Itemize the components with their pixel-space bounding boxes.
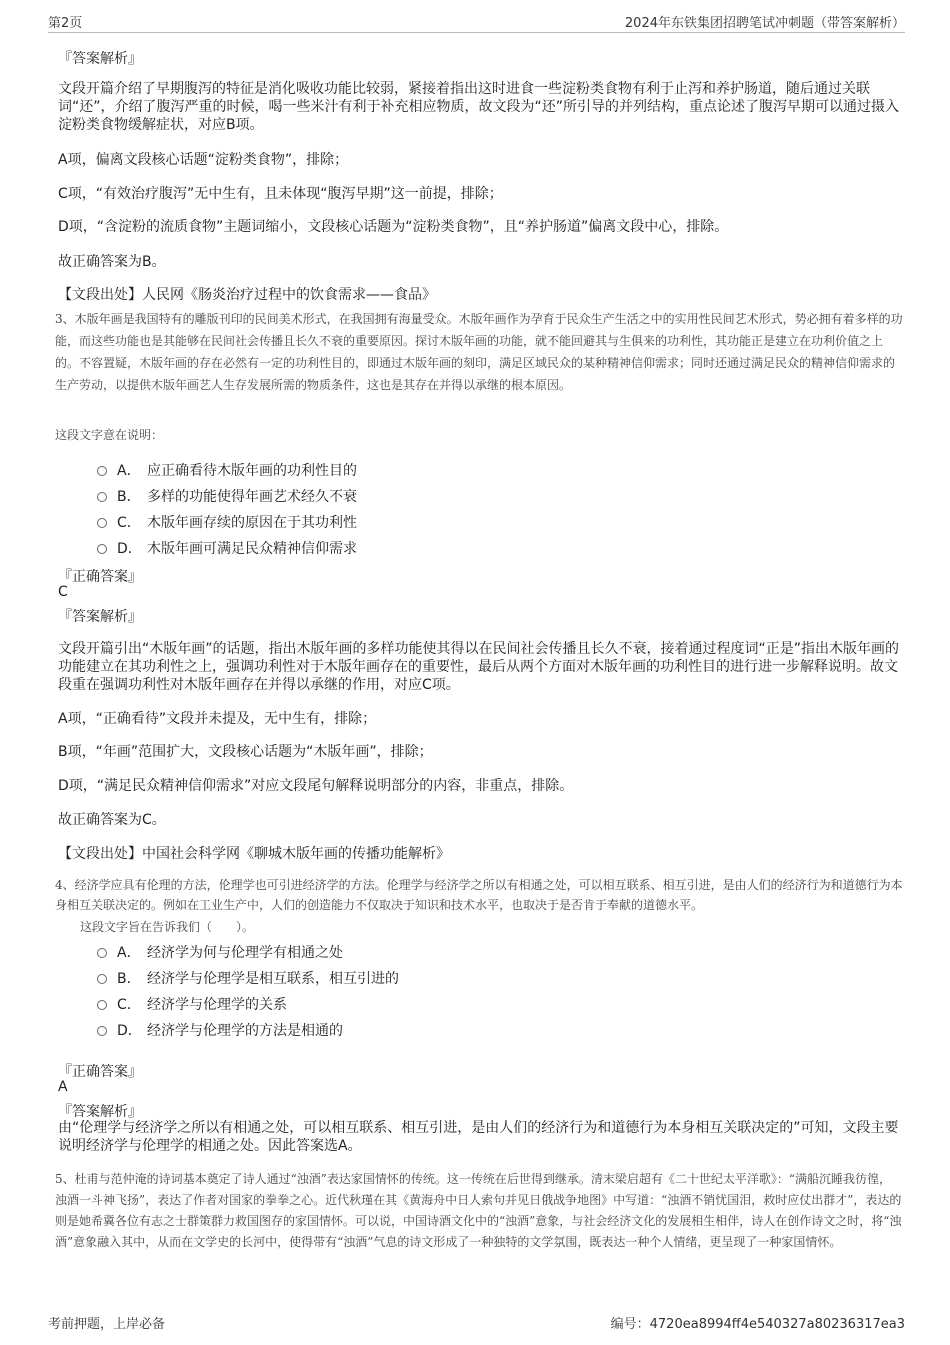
q4-answer-label: 『正确答案』 — [58, 1064, 142, 1080]
q3-option-b-note: B项，“年画”范围扩大，文段核心话题为“木版年画”，排除； — [58, 744, 433, 760]
q4-analysis: 由“伦理学与经济学之所以有相通之处，可以相互联系、相互引进，是由人们的经济行为和道德行为本身相互关联决定的”可知，文段主要说明经济学与伦理学的相通之处。因此答案选A。 — [58, 1120, 899, 1154]
radio-icon[interactable] — [97, 948, 107, 958]
q4-answer: A — [58, 1079, 68, 1095]
q3-option-a-note: A项，“正确看待”文段并未提及，无中生有，排除； — [58, 711, 377, 727]
radio-icon[interactable] — [97, 466, 107, 476]
radio-icon[interactable] — [97, 974, 107, 984]
q3-option-b[interactable]: B． 多样的功能使得年画艺术经久不衰 — [97, 486, 357, 506]
q4-option-a[interactable]: A． 经济学为何与伦理学有相通之处 — [97, 942, 343, 962]
document-title: 2024年东铁集团招聘笔试冲刺题（带答案解析） — [624, 16, 905, 31]
q3-source: 【文段出处】中国社会科学网《聊城木版年画的传播功能解析》 — [58, 846, 450, 862]
q4-option-b[interactable]: B． 经济学与伦理学是相互联系，相互引进的 — [97, 968, 399, 988]
q3-analysis-label: 『答案解析』 — [58, 609, 142, 625]
radio-icon[interactable] — [97, 544, 107, 554]
page-header — [48, 10, 905, 33]
q5-text: 5、杜甫与范仲淹的诗词基本奠定了诗人通过“浊酒”表达家国情怀的传统。这一传统在后世得到继承。清末梁启超有《二十世纪太平洋歌》：“满船沉睡我彷徨，浊酒一斗神飞扬”，表达了作者对国家的拳拳之心。近代秋瑾在其《黄海舟中日人索句并见日俄战争地图》中写道：“浊酒不销忧国泪，救时应仗出群才”，表达的则是她希冀各位有志之士群策群力救国图存的家国情怀。可以说，中国诗酒文化中的“浊酒”意象，与社会经济文化的发展相生相伴，诗人在创作诗文之时，将“浊酒”意象融入其中，从而在文学史的长河中，使得带有“浊酒”气息的诗文形成了一种独特的文学氛围，既表达一种个人情绪，更呈现了一种家国情怀。 — [55, 1172, 902, 1249]
page-number: 第2页 — [48, 16, 83, 31]
radio-icon[interactable] — [97, 1026, 107, 1036]
q4-text: 4、经济学应具有伦理的方法，伦理学也可引进经济学的方法。伦理学与经济学之所以有相通之处，可以相互联系、相互引进，是由人们的经济行为和道德行为本身相互关联决定的。例如在工业生产中，人们的创造能力不仅取决于知识和技术水平，也取决于是否肯于奉献的道德水平。 — [55, 878, 903, 912]
q3-conclusion: 故正确答案为C。 — [58, 812, 166, 828]
q3-analysis: 文段开篇引出“木版年画”的话题，指出木版年画的多样功能使其得以在民间社会传播且长久不衰，接着通过程度词“正是”指出木版年画的功能建立在其功利性之上，强调功利性对于木版年画存在的重要性，最后从两个方面对木版年画的功利性目的进行进一步解释说明。故文段重在强调功利性对木版年画存在并得以承继的作用，对应C项。 — [58, 641, 900, 693]
q2-source: 【文段出处】人民网《肠炎治疗过程中的饮食需求——食品》 — [58, 287, 436, 303]
q2-option-d-note: D项，“含淀粉的流质食物”主题词缩小，文段核心话题为“淀粉类食物”，且“养护肠道”偏离文段中心，排除。 — [58, 219, 729, 235]
q2-option-c-note: C项，“有效治疗腹泻”无中生有，且未体现“腹泻早期”这一前提，排除； — [58, 186, 503, 202]
q3-text: 3、木版年画是我国特有的雕版刊印的民间美术形式，在我国拥有海量受众。木版年画作为孕育于民众生产生活之中的实用性民间艺术形式，势必拥有着多样的功能，而这些功能也是其能够在民间社会传播且长久不衰的重要原因。探讨木版年画的功能，就不能回避其与生俱来的功利性，其功能正是建立在功利价值之上的。不容置疑，木版年画的存在必然有一定的功利性目的，即通过木版年画的刻印，满足区域民众的某种精神信仰需求；同时还通过满足民众的精神信仰需求的生产劳动，以提供木版年画艺人生存发展所需的物质条件，这也是其存在并得以承继的根本原因。 — [55, 312, 903, 392]
q3-answer-label: 『正确答案』 — [58, 569, 142, 585]
q3-stem: 这段文字意在说明： — [55, 428, 164, 442]
q3-answer: C — [58, 584, 68, 600]
q4-analysis-label: 『答案解析』 — [58, 1104, 142, 1120]
radio-icon[interactable] — [97, 1000, 107, 1010]
q2-conclusion: 故正确答案为B。 — [58, 254, 166, 270]
q3-option-d-note: D项，“满足民众精神信仰需求”对应文段尾句解释说明部分的内容，非重点，排除。 — [58, 778, 574, 794]
q3-option-a[interactable]: A． 应正确看待木版年画的功利性目的 — [97, 460, 357, 480]
q4-stem: 这段文字旨在告诉我们（ ）。 — [80, 920, 255, 934]
q2-option-a-note: A项，偏离文段核心话题“淀粉类食物”，排除； — [58, 152, 349, 168]
q2-analysis-label: 『答案解析』 — [58, 51, 142, 67]
q4-option-c[interactable]: C． 经济学与伦理学的关系 — [97, 994, 287, 1014]
page-footer — [48, 1313, 905, 1332]
q3-option-c[interactable]: C． 木版年画存续的原因在于其功利性 — [97, 512, 357, 532]
q4-option-d[interactable]: D． 经济学与伦理学的方法是相通的 — [97, 1020, 343, 1040]
q3-option-d[interactable]: D． 木版年画可满足民众精神信仰需求 — [97, 538, 357, 558]
radio-icon[interactable] — [97, 492, 107, 502]
radio-icon[interactable] — [97, 518, 107, 528]
q2-analysis: 文段开篇介绍了早期腹泻的特征是消化吸收功能比较弱，紧接着指出这时进食一些淀粉类食物有利于止泻和养护肠道，随后通过关联词“还”，介绍了腹泻严重的时候，喝一些米汁有利于补充相应物质，故文段为“还”所引导的并列结构，重点论述了腹泻早期可以通过摄入淀粉类食物缓解症状，对应B项。 — [58, 81, 900, 133]
document-id: 编号：4720ea8994ff4e540327a80236317ea3 — [610, 1317, 905, 1332]
footer-slogan: 考前押题，上岸必备 — [48, 1317, 166, 1332]
